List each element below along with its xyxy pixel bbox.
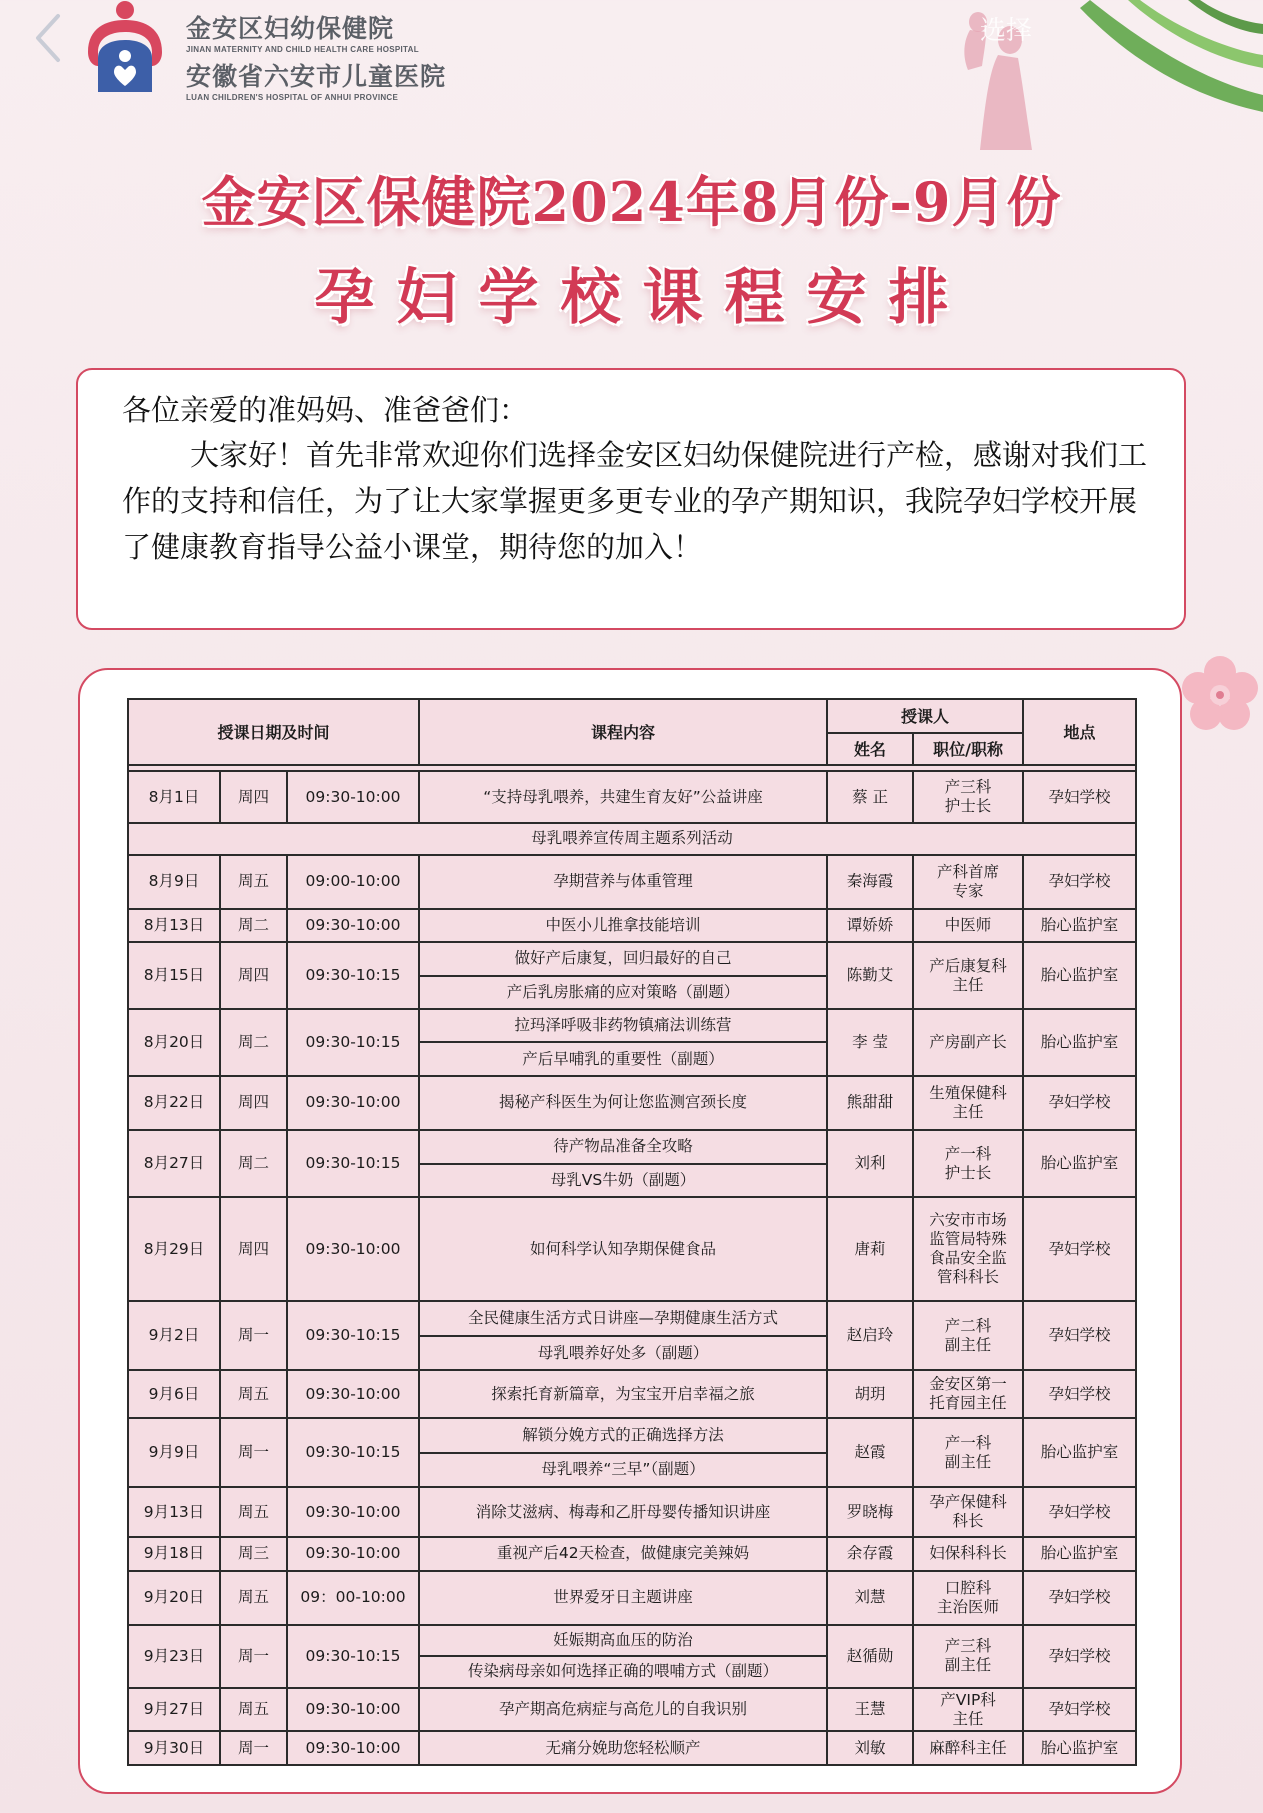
row-time: 09:30-10:00 xyxy=(287,1197,419,1301)
row-teacher-title: 麻醉科主任 xyxy=(913,1731,1023,1765)
row-teacher-title: 产三科 副主任 xyxy=(913,1625,1023,1688)
row-date: 8月15日 xyxy=(128,942,220,1009)
hospital-name-1: 金安区妇幼保健院 xyxy=(186,14,395,43)
row-time: 09:30-10:15 xyxy=(287,1625,419,1688)
row-weekday: 周一 xyxy=(220,1731,287,1765)
row-course: 重视产后42天检查，做健康完美辣妈 xyxy=(419,1537,827,1570)
banner-row xyxy=(128,823,1136,854)
table-row xyxy=(128,1076,1136,1130)
row-teacher-title: 口腔科 主治医师 xyxy=(913,1571,1023,1625)
row-teacher-name: 蔡 正 xyxy=(827,771,913,823)
row-time: 09:30-10:15 xyxy=(287,942,419,1009)
row-location: 胎心监护室 xyxy=(1023,1537,1136,1570)
row-weekday: 周四 xyxy=(220,942,287,1009)
table-row xyxy=(128,942,1136,975)
row-date: 9月6日 xyxy=(128,1370,220,1418)
table-row xyxy=(128,1130,1136,1163)
row-weekday: 周二 xyxy=(220,909,287,942)
row-location: 孕妇学校 xyxy=(1023,1487,1136,1537)
row-teacher-name: 赵循勋 xyxy=(827,1625,913,1688)
row-time: 09:30-10:15 xyxy=(287,1301,419,1370)
row-course: 解锁分娩方式的正确选择方法 xyxy=(419,1418,827,1452)
row-weekday: 周一 xyxy=(220,1625,287,1688)
row-course-sub: 传染病母亲如何选择正确的喂哺方式（副题） xyxy=(419,1656,827,1687)
row-time: 09:00-10:00 xyxy=(287,855,419,909)
row-weekday: 周五 xyxy=(220,1571,287,1625)
row-time: 09:30-10:00 xyxy=(287,1731,419,1765)
row-teacher-title: 产后康复科 主任 xyxy=(913,942,1023,1009)
hospital-name-2-en: LUAN CHILDREN'S HOSPITAL OF ANHUI PROVINCE xyxy=(186,93,399,102)
row-location: 胎心监护室 xyxy=(1023,1731,1136,1765)
row-time: 09:30-10:00 xyxy=(287,909,419,942)
row-date: 9月9日 xyxy=(128,1418,220,1487)
hospital-name-2: 安徽省六安市儿童医院 xyxy=(186,62,447,91)
row-location: 孕妇学校 xyxy=(1023,1571,1136,1625)
row-teacher-title: 产二科 副主任 xyxy=(913,1301,1023,1370)
table-row xyxy=(128,1418,1136,1452)
row-location: 孕妇学校 xyxy=(1023,1197,1136,1301)
table-row xyxy=(128,1625,1136,1656)
intro-box xyxy=(76,368,1186,630)
share-label[interactable]: 选择 xyxy=(980,16,1033,46)
row-weekday: 周二 xyxy=(220,1009,287,1076)
leaves-decoration-icon xyxy=(1080,0,1263,120)
row-date: 8月13日 xyxy=(128,909,220,942)
flower-decoration-icon xyxy=(1175,650,1263,740)
row-teacher-name: 秦海霞 xyxy=(827,855,913,909)
table-row xyxy=(128,909,1136,942)
row-time: 09:30-10:00 xyxy=(287,1370,419,1418)
row-location: 孕妇学校 xyxy=(1023,1688,1136,1732)
row-teacher-title: 产一科 护士长 xyxy=(913,1130,1023,1197)
row-teacher-name: 刘利 xyxy=(827,1130,913,1197)
row-teacher-name: 陈勤艾 xyxy=(827,942,913,1009)
page-title-line2: 孕妇学校课程安排 xyxy=(314,263,971,333)
row-location: 孕妇学校 xyxy=(1023,1301,1136,1370)
page-title-line1: 金安区保健院2024年8月份-9月份 xyxy=(201,170,1062,234)
row-date: 9月20日 xyxy=(128,1571,220,1625)
row-weekday: 周四 xyxy=(220,771,287,823)
row-time: 09:30-10:15 xyxy=(287,1418,419,1487)
row-weekday: 周三 xyxy=(220,1537,287,1570)
row-course: “支持母乳喂养，共建生育友好”公益讲座 xyxy=(419,771,827,823)
table-row xyxy=(128,1731,1136,1765)
row-date: 9月23日 xyxy=(128,1625,220,1688)
row-course-sub: 母乳喂养好处多（副题） xyxy=(419,1336,827,1370)
row-time: 09:30-10:00 xyxy=(287,1076,419,1130)
row-course: 无痛分娩助您轻松顺产 xyxy=(419,1731,827,1765)
table-row xyxy=(128,1009,1136,1042)
table-row xyxy=(128,1487,1136,1537)
table-row xyxy=(128,855,1136,909)
row-time: 09:30-10:00 xyxy=(287,1537,419,1570)
row-teacher-name: 赵霞 xyxy=(827,1418,913,1487)
intro-greeting: 各位亲爱的准妈妈、准爸爸们： xyxy=(122,393,529,427)
table-row xyxy=(128,1197,1136,1301)
row-teacher-name: 刘慧 xyxy=(827,1571,913,1625)
row-location: 胎心监护室 xyxy=(1023,1009,1136,1076)
row-location: 孕妇学校 xyxy=(1023,1076,1136,1130)
row-teacher-title: 六安市市场 监管局特殊 食品安全监 管科科长 xyxy=(913,1197,1023,1301)
hospital-name-1-en: JINAN MATERNITY AND CHILD HEALTH CARE HOSPITAL xyxy=(186,45,419,54)
row-date: 9月13日 xyxy=(128,1487,220,1537)
row-weekday: 周五 xyxy=(220,1487,287,1537)
row-time: 09:30-10:00 xyxy=(287,1487,419,1537)
row-course: 如何科学认知孕期保健食品 xyxy=(419,1197,827,1301)
row-course: 孕期营养与体重管理 xyxy=(419,855,827,909)
row-teacher-name: 李 莹 xyxy=(827,1009,913,1076)
header-location: 地点 xyxy=(1023,699,1136,765)
row-date: 8月9日 xyxy=(128,855,220,909)
row-weekday: 周一 xyxy=(220,1301,287,1370)
row-teacher-title: 产三科 护士长 xyxy=(913,771,1023,823)
row-course: 孕产期高危病症与高危儿的自我识别 xyxy=(419,1688,827,1732)
row-weekday: 周四 xyxy=(220,1197,287,1301)
row-weekday: 周五 xyxy=(220,1688,287,1732)
table-row xyxy=(128,1537,1136,1570)
row-teacher-title: 孕产保健科 科长 xyxy=(913,1487,1023,1537)
row-course: 待产物品准备全攻略 xyxy=(419,1130,827,1163)
header-content: 课程内容 xyxy=(419,699,827,765)
row-date: 8月20日 xyxy=(128,1009,220,1076)
row-weekday: 周二 xyxy=(220,1130,287,1197)
header-teacher: 授课人 xyxy=(827,699,1023,733)
row-teacher-name: 王慧 xyxy=(827,1688,913,1732)
row-teacher-title: 妇保科科长 xyxy=(913,1537,1023,1570)
row-location: 胎心监护室 xyxy=(1023,942,1136,1009)
row-teacher-name: 刘敏 xyxy=(827,1731,913,1765)
row-teacher-title: 中医师 xyxy=(913,909,1023,942)
row-teacher-name: 谭娇娇 xyxy=(827,909,913,942)
intro-body: 大家好！首先非常欢迎你们选择金安区妇幼保健院进行产检，感谢对我们工作的支持和信任，为了让大家掌握更多更专业的孕产期知识，我院孕妇学校开展了健康教育指导公益小课堂，期待您的加入！ xyxy=(122,438,1148,564)
banner-cell: 母乳喂养宣传周主题系列活动 xyxy=(128,823,1136,854)
table-row xyxy=(128,1301,1136,1335)
row-course-sub: 产后乳房胀痛的应对策略（副题） xyxy=(419,976,827,1009)
row-course: 做好产后康复，回归最好的自己 xyxy=(419,942,827,975)
header-name: 姓名 xyxy=(827,733,913,765)
hospital-name-block xyxy=(186,14,446,104)
row-teacher-name: 余存霞 xyxy=(827,1537,913,1570)
row-course-sub: 产后早哺乳的重要性（副题） xyxy=(419,1042,827,1075)
row-course: 拉玛泽呼吸非药物镇痛法训练营 xyxy=(419,1009,827,1042)
row-date: 8月29日 xyxy=(128,1197,220,1301)
table-row xyxy=(128,771,1136,823)
row-location: 孕妇学校 xyxy=(1023,855,1136,909)
row-teacher-title: 产VIP科 主任 xyxy=(913,1688,1023,1732)
row-location: 孕妇学校 xyxy=(1023,1625,1136,1688)
row-date: 9月2日 xyxy=(128,1301,220,1370)
hospital-logo-icon xyxy=(80,0,170,100)
row-teacher-name: 唐莉 xyxy=(827,1197,913,1301)
row-weekday: 周五 xyxy=(220,855,287,909)
row-time: 09：00-10:00 xyxy=(287,1571,419,1625)
table-row xyxy=(128,1571,1136,1625)
back-arrow-icon[interactable] xyxy=(28,10,68,66)
row-location: 胎心监护室 xyxy=(1023,1418,1136,1487)
row-course: 中医小儿推拿技能培训 xyxy=(419,909,827,942)
row-weekday: 周一 xyxy=(220,1418,287,1487)
row-date: 9月30日 xyxy=(128,1731,220,1765)
row-teacher-name: 赵启玲 xyxy=(827,1301,913,1370)
row-teacher-title: 产一科 副主任 xyxy=(913,1418,1023,1487)
row-location: 胎心监护室 xyxy=(1023,1130,1136,1197)
table-row xyxy=(128,1688,1136,1732)
row-course: 探索托育新篇章，为宝宝开启幸福之旅 xyxy=(419,1370,827,1418)
row-weekday: 周四 xyxy=(220,1076,287,1130)
row-location: 孕妇学校 xyxy=(1023,1370,1136,1418)
row-time: 09:30-10:00 xyxy=(287,1688,419,1732)
row-teacher-name: 罗晓梅 xyxy=(827,1487,913,1537)
row-date: 8月27日 xyxy=(128,1130,220,1197)
row-course: 全民健康生活方式日讲座—孕期健康生活方式 xyxy=(419,1301,827,1335)
row-date: 8月22日 xyxy=(128,1076,220,1130)
header-datetime: 授课日期及时间 xyxy=(128,699,419,765)
row-location: 胎心监护室 xyxy=(1023,909,1136,942)
row-teacher-title: 产房副产长 xyxy=(913,1009,1023,1076)
row-course: 世界爱牙日主题讲座 xyxy=(419,1571,827,1625)
header-title: 职位/职称 xyxy=(913,733,1023,765)
schedule-table xyxy=(127,698,1137,1766)
row-course: 妊娠期高血压的防治 xyxy=(419,1625,827,1656)
row-date: 9月27日 xyxy=(128,1688,220,1732)
row-date: 9月18日 xyxy=(128,1537,220,1570)
row-course: 消除艾滋病、梅毒和乙肝母婴传播知识讲座 xyxy=(419,1487,827,1537)
row-course: 揭秘产科医生为何让您监测宫颈长度 xyxy=(419,1076,827,1130)
row-location: 孕妇学校 xyxy=(1023,771,1136,823)
row-course-sub: 母乳VS牛奶（副题） xyxy=(419,1164,827,1197)
row-time: 09:30-10:00 xyxy=(287,771,419,823)
row-weekday: 周五 xyxy=(220,1370,287,1418)
row-time: 09:30-10:15 xyxy=(287,1009,419,1076)
table-row xyxy=(128,1370,1136,1418)
row-date: 8月1日 xyxy=(128,771,220,823)
row-teacher-title: 金安区第一 托育园主任 xyxy=(913,1370,1023,1418)
row-course-sub: 母乳喂养“三早”（副题） xyxy=(419,1453,827,1487)
row-teacher-title: 产科首席 专家 xyxy=(913,855,1023,909)
row-teacher-name: 熊甜甜 xyxy=(827,1076,913,1130)
row-time: 09:30-10:15 xyxy=(287,1130,419,1197)
row-teacher-title: 生殖保健科 主任 xyxy=(913,1076,1023,1130)
row-teacher-name: 胡玥 xyxy=(827,1370,913,1418)
